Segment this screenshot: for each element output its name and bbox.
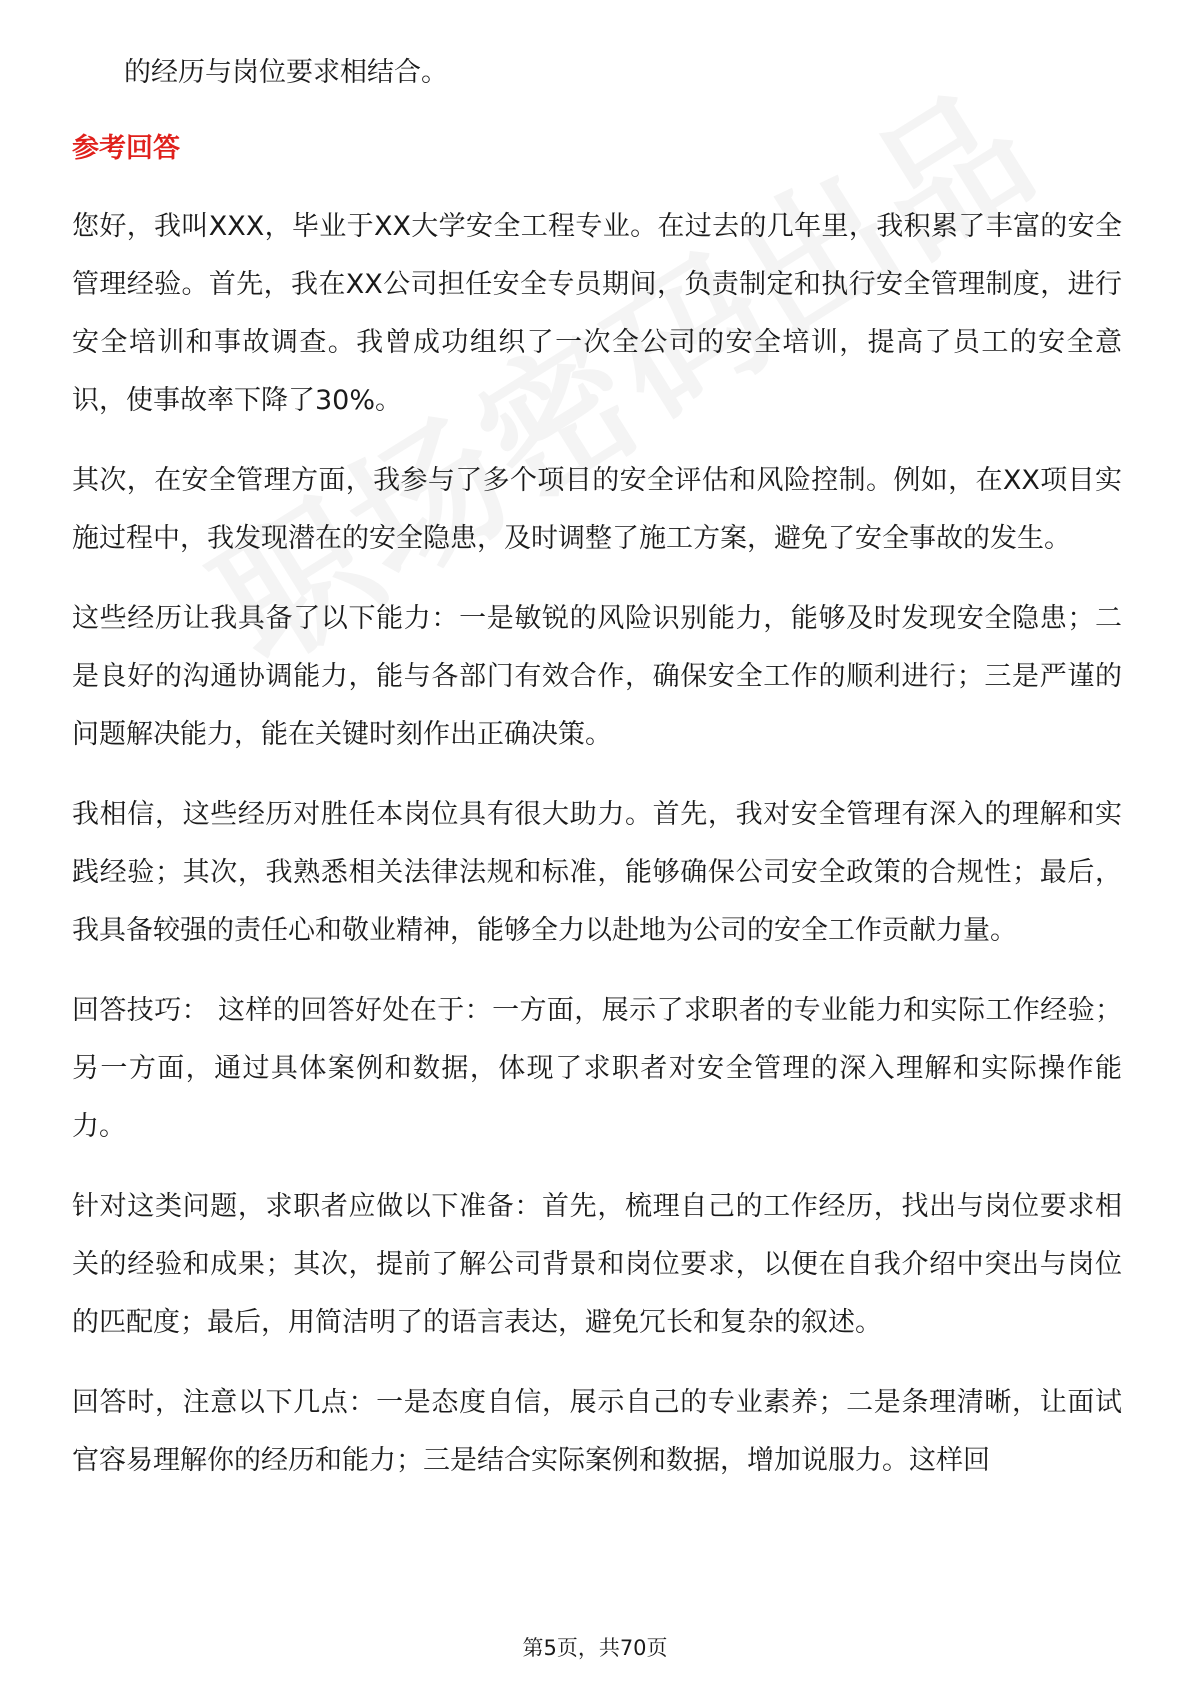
paragraph-preparation: 针对这类问题，求职者应做以下准备：首先，梳理自己的工作经历，找出与岗位要求相关的经验和成果；其次，提前了解公司背景和岗位要求，以便在自我介绍中突出与岗位的匹配度；最后，用简洁明了的语言表达，避免冗长和复杂的叙述。 — [72, 1191, 1122, 1338]
paragraph-abilities: 这些经历让我具备了以下能力：一是敏锐的风险识别能力，能够及时发现安全隐患；二是良好的沟通协调能力，能与各部门有效合作，确保安全工作的顺利进行；三是严谨的问题解决能力，能在关键时刻作出正确决策。 — [72, 603, 1122, 750]
continuation-text: 的经历与岗位要求相结合。 — [124, 57, 448, 88]
page-number: 第5页，共70页 — [522, 1636, 668, 1660]
paragraph-fit: 我相信，这些经历对胜任本岗位具有很大助力。首先，我对安全管理有深入的理解和实践经验；其次，我熟悉相关法律法规和标准，能够确保公司安全政策的合规性；最后，我具备较强的责任心和敬业精神，能够全力以赴地为公司的安全工作贡献力量。 — [72, 799, 1122, 946]
paragraph-tips: 回答技巧： 这样的回答好处在于：一方面，展示了求职者的专业能力和实际工作经验；另一方面，通过具体案例和数据，体现了求职者对安全管理的深入理解和实际操作能力。 — [72, 995, 1122, 1142]
document-body — [72, 44, 1122, 1512]
paragraph-intro: 您好，我叫XXX，毕业于XX大学安全工程专业。在过去的几年里，我积累了丰富的安全管理经验。首先，我在XX公司担任安全专员期间，负责制定和执行安全管理制度，进行安全培训和事故调查。我曾成功组织了一次全公司的安全培训，提高了员工的安全意识，使事故率下降了30%。 — [72, 211, 1122, 416]
paragraph-notes: 回答时，注意以下几点：一是态度自信，展示自己的专业素养；二是条理清晰，让面试官容易理解你的经历和能力；三是结合实际案例和数据，增加说服力。这样回 — [72, 1387, 1122, 1476]
paragraph-project: 其次，在安全管理方面，我参与了多个项目的安全评估和风险控制。例如，在XX项目实施过程中，我发现潜在的安全隐患，及时调整了施工方案，避免了安全事故的发生。 — [72, 465, 1122, 554]
section-heading: 参考回答 — [72, 133, 180, 164]
